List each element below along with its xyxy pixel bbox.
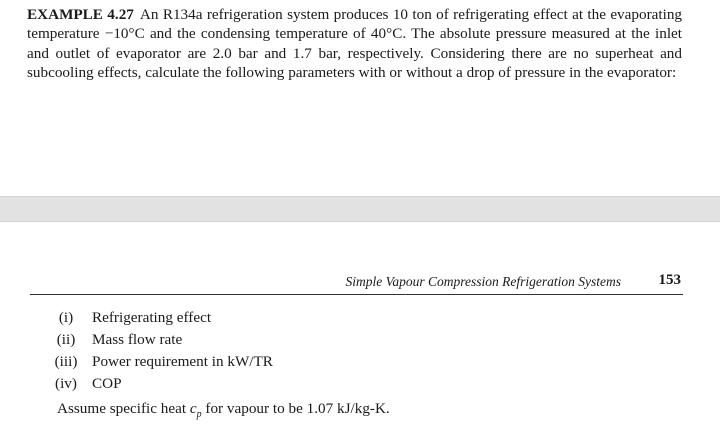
running-title: Simple Vapour Compression Refrigeration Systems [345, 274, 621, 289]
list-item [40, 307, 273, 329]
list-item [40, 351, 273, 373]
list-item-text: Refrigerating effect [92, 309, 212, 326]
page-gap [0, 196, 720, 222]
specific-heat-symbol [189, 400, 202, 421]
list-item-number: (iii) [54, 353, 78, 370]
page-number: 153 [658, 272, 681, 288]
assumption-after: for vapour to be 1.07 kJ/kg-K. [201, 400, 390, 417]
list-item-text: COP [92, 375, 122, 392]
header-rule [30, 294, 683, 295]
specific-heat-letter: c [189, 400, 197, 417]
specific-heat-subscript: p [196, 409, 202, 421]
list-item-text: Power requirement in kW/TR [92, 353, 273, 370]
assumption-text [57, 400, 390, 420]
page-top [0, 0, 720, 196]
list-item-number: (i) [58, 309, 74, 326]
parameter-list [40, 307, 273, 395]
running-head [300, 272, 683, 292]
page-bottom [0, 222, 720, 425]
list-item-number: (ii) [56, 331, 76, 348]
example-text: An R134a refrigeration system produces 10 ton of refrigerating effect at the evaporating temperature −10°C and the condensing temperature of 40°C. The absolute pressure measured at the inlet and outlet of evaporator are 2.0 bar and 1.7 bar, respectively. Considering there are no superheat and subcooling effects, calculate the following parameters with or without a drop of pressure in the evaporator: [27, 6, 683, 82]
list-item-number: (iv) [55, 375, 77, 392]
example-label: EXAMPLE 4.27 [27, 6, 134, 23]
assumption-before: Assume specific heat [57, 400, 190, 417]
example-paragraph [27, 5, 682, 83]
list-item [40, 329, 273, 351]
list-item-text: Mass flow rate [92, 331, 183, 348]
list-item [40, 373, 273, 395]
